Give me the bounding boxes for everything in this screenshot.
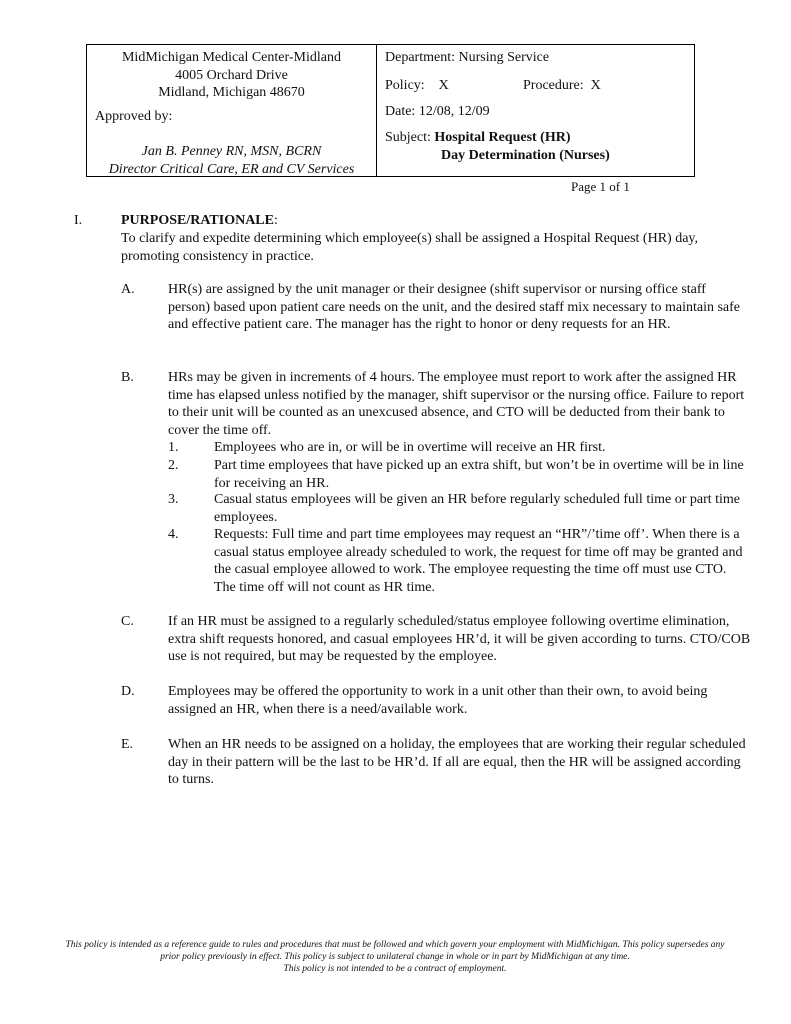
item-text: When an HR needs to be assigned on a holiday, the employees that are working their regular scheduled day in their pattern will be the last to be HR’d. If all are equal, then the HR will be assigned according to turns. bbox=[168, 737, 746, 788]
subject-title-line2: Day Determination (Nurses) bbox=[441, 148, 610, 163]
sub-item-2 bbox=[168, 457, 751, 492]
approver-signature bbox=[87, 143, 376, 178]
policy-disclaimer-footer bbox=[40, 939, 750, 975]
department-field: Department: Nursing Service bbox=[385, 50, 550, 65]
org-name: MidMichigan Medical Center-Midland bbox=[121, 50, 341, 65]
sub-item-3 bbox=[168, 491, 751, 526]
list-item-c bbox=[121, 613, 751, 666]
item-label: E. bbox=[121, 737, 134, 752]
section-number: I. bbox=[74, 213, 83, 228]
subject-label: Subject: bbox=[385, 130, 435, 145]
org-city: Midland, Michigan 48670 bbox=[158, 85, 305, 101]
date-field: Date: 12/08, 12/09 bbox=[385, 104, 490, 119]
sub-item-1 bbox=[168, 439, 751, 457]
page-number: Page 1 of 1 bbox=[571, 179, 630, 194]
list-item-b bbox=[121, 369, 751, 439]
sub-item-label: 1. bbox=[168, 440, 179, 455]
sub-item-text: Part time employees that have picked up an extra shift, but won’t be in overtime will be in line for receiving an HR. bbox=[214, 458, 744, 491]
section-title-text: PURPOSE/RATIONALE bbox=[121, 213, 274, 228]
purpose-text: To clarify and expedite determining which employee(s) shall be assigned a Hospital Request (HR) day, promoting consistency in practice. bbox=[121, 231, 699, 264]
subject-title-line1: Hospital Request (HR) bbox=[434, 130, 571, 145]
footer-line-3: This policy is not intended to be a contract of employment. bbox=[283, 964, 507, 974]
item-text: Employees may be offered the opportunity to work in a unit other than their own, to avoid being assigned an HR, when there is a need/available work. bbox=[168, 684, 708, 717]
signer-title: Director Critical Care, ER and CV Services bbox=[108, 161, 355, 177]
organization-address bbox=[87, 49, 376, 102]
sub-item-label: 3. bbox=[168, 492, 179, 507]
list-item-e bbox=[121, 736, 751, 789]
item-label: A. bbox=[121, 282, 135, 297]
header-left-cell bbox=[87, 45, 377, 176]
sub-item-text: Casual status employees will be given an HR before regularly scheduled full time or part time employees. bbox=[214, 492, 741, 525]
sub-item-text: Employees who are in, or will be in overtime will receive an HR first. bbox=[214, 440, 606, 455]
sub-item-label: 4. bbox=[168, 527, 179, 542]
section-title-colon: : bbox=[273, 213, 278, 228]
sub-item-text: Requests: Full time and part time employees may request an “HR”/’time off’. When there is a casual status employee already scheduled to work, the request for time off may be granted and the casual employee allowed to work. The employee requesting the time off must use CTO. The time off will not count as HR time. bbox=[214, 527, 743, 595]
header-right-cell bbox=[377, 45, 694, 176]
section-title bbox=[121, 212, 278, 230]
item-label: B. bbox=[121, 370, 134, 385]
approved-by-label: Approved by: bbox=[95, 109, 173, 124]
footer-line-1: This policy is intended as a reference guide to rules and procedures that must be followed and which govern your employment with MidMichigan. This policy supersedes any bbox=[65, 940, 725, 950]
item-text: HRs may be given in increments of 4 hours. The employee must report to work after the assigned HR time has elapsed unless notified by the manager, shift supervisor or the nursing office. Failure to report to their unit will be counted as an unexcused absence, and CTO will be deducted from their bank to cover the time off. bbox=[168, 370, 745, 438]
footer-line-2: prior policy previously in effect. This policy is subject to unilateral change in whole or in part by MidMichigan at any time. bbox=[160, 952, 630, 962]
signer-name: Jan B. Penney RN, MSN, BCRN bbox=[141, 144, 322, 159]
item-label: C. bbox=[121, 614, 134, 629]
item-label: D. bbox=[121, 684, 135, 699]
item-text: HR(s) are assigned by the unit manager or their designee (shift supervisor or nursing office staff person) based upon patient care needs on the unit, and the desired staff mix necessary to maintain safe and effective patient care. The manager has the right to honor or deny requests for an HR. bbox=[168, 282, 740, 333]
procedure-field: Procedure: X bbox=[523, 78, 601, 93]
item-text: If an HR must be assigned to a regularly scheduled/status employee following overtime elimination, extra shift requests honored, and casual employees HR’d, it will be given according to turns. CTO/COB use is not required, but may be requested by the employee. bbox=[168, 614, 751, 665]
org-street: 4005 Orchard Drive bbox=[175, 67, 288, 83]
policy-field: Policy: X bbox=[385, 78, 449, 93]
policy-header-box bbox=[86, 44, 695, 177]
list-item-a bbox=[121, 281, 751, 334]
sub-item-label: 2. bbox=[168, 458, 179, 473]
sub-item-4 bbox=[168, 526, 751, 596]
subject-field bbox=[385, 129, 571, 147]
list-item-d bbox=[121, 683, 751, 718]
